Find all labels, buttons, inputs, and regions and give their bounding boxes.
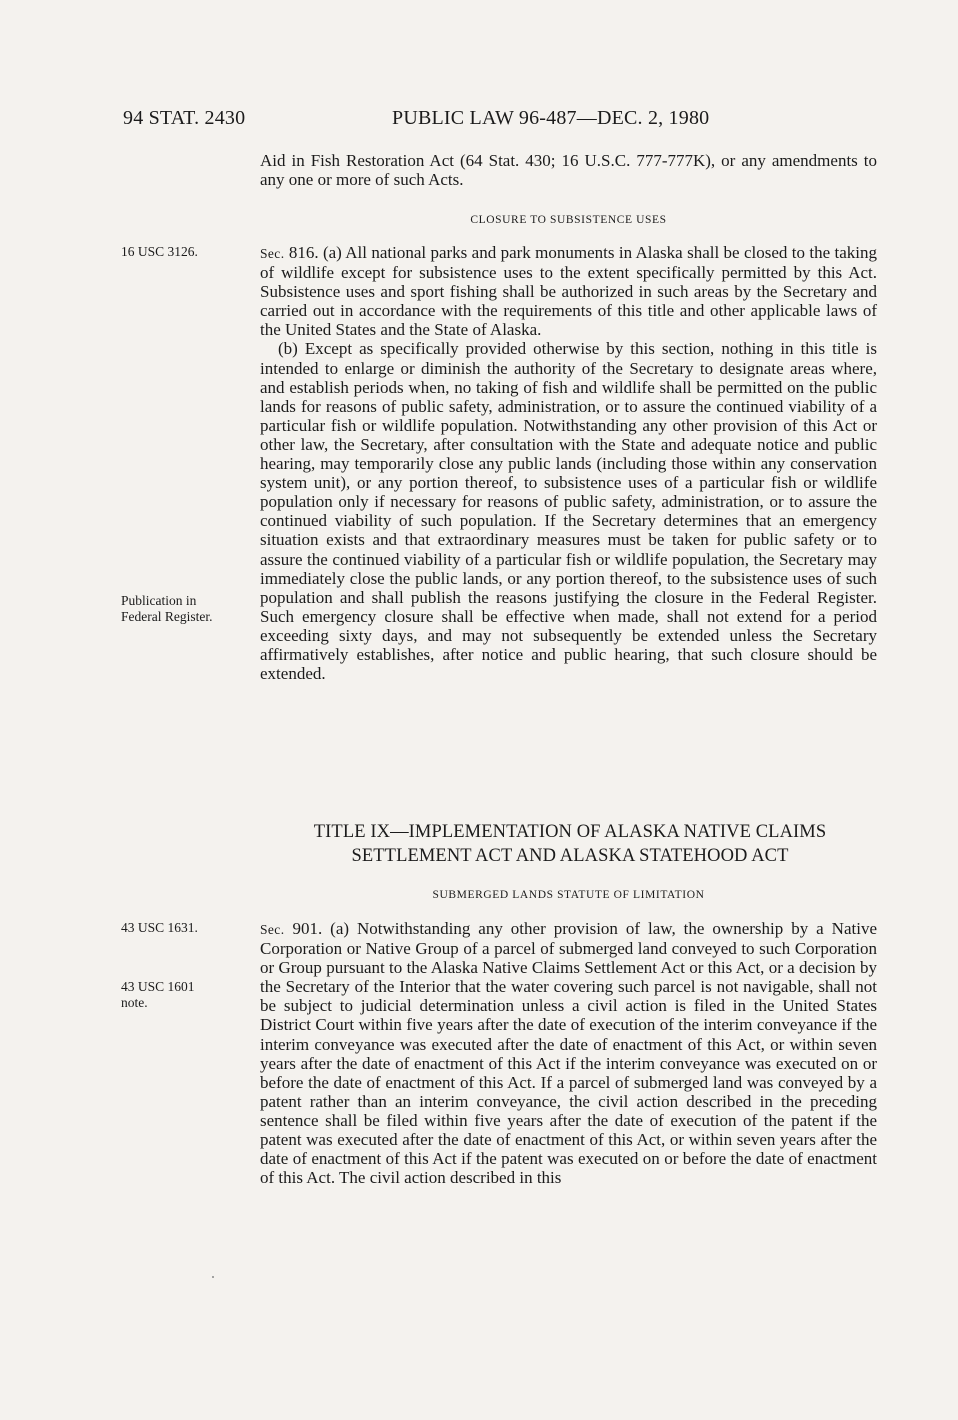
section-901 (260, 919, 877, 1187)
section-901-a (260, 919, 877, 1187)
intro-text: Aid in Fish Restoration Act (64 Stat. 430; 16 U.S.C. 777-777K), or any amendments to any one or more of such Acts. (260, 151, 877, 190)
section-816-b: (b) Except as specifically provided otherwise by this section, nothing in this title is intended to enlarge or diminish the authority of the Secretary to designate areas where, and establish periods when, no taking of fish and wildlife shall be permitted on the public lands for reasons of public safety, administration, or to assure the continued viability of a particular fish or wildlife population. Notwithstanding any other provision of this Act or other law, the Secretary, after consultation with the State and adequate notice and public hearing, may temporarily close any public lands (including those within any conservation system unit), or any portion thereof, to subsistence uses of a particular fish or wildlife population only if necessary for reasons of public safety, administration, or to assure the continued viability of such population. If the Secretary determines that an emergency situation exists and that extraordinary measures must be taken for public safety or to assure the continued viability of a particular fish or wildlife population, the Secretary may immediately close the public lands, or any portion thereof, to the subsistence uses of such population and shall publish the reasons justifying the closure in the Federal Register. Such emergency closure shall be effective when made, shall not extend for a period exceeding sixty days, and may not subsequently be extended unless the Secretary affirmatively establishes, after notice and public hearing, that such closure should be extended. (260, 339, 877, 684)
title-ix-heading (240, 820, 900, 868)
sec-label: Sec. (260, 246, 285, 261)
margin-note-publication: Publication in Federal Register. (121, 593, 213, 624)
margin-note-43-usc-1631: 43 USC 1631. (121, 920, 198, 935)
section-901-a-text: 901. (a) Notwithstanding any other provision of law, the ownership by a Native Corporation or Native Group of a parcel of submerged land conveyed to such Corporation or Group pursuant to the Alaska Native Claims Settlement Act or this Act, or a decision by the Secretary of the Interior that the water covering such parcel is not navigable, shall not be subject to judicial determination unless a civil action is filed in the United States District Court within five years after the date of execution of the interim conveyance if the interim conveyance was executed after the date of enactment of this Act, or within seven years after the date of enactment of this Act if the interim conveyance was executed on or before the date of enactment of this Act. If a parcel of submerged land was conveyed by a patent rather than an interim conveyance, the civil action described in the preceding sentence shall be filed within five years after the date of execution of the patent if the patent was executed after the date of enactment of this Act, or within seven years after the date of enactment of this Act if the patent was executed on or before the date of enactment of this Act. The civil action described in this (260, 919, 877, 1188)
sec-label: Sec. (260, 922, 285, 937)
section-heading-submerged: SUBMERGED LANDS STATUTE OF LIMITATION (432, 889, 705, 901)
intro-paragraph (260, 151, 877, 189)
section-heading-closure: CLOSURE TO SUBSISTENCE USES (470, 214, 667, 226)
title-ix-line1: TITLE IX—IMPLEMENTATION OF ALASKA NATIVE CLAIMS (313, 822, 827, 842)
speck (212, 1276, 214, 1278)
section-816-a (260, 243, 877, 339)
margin-note-16-usc-3126: 16 USC 3126. (121, 244, 198, 259)
statute-citation: 94 STAT. 2430 (123, 107, 246, 129)
margin-note-43-usc-1601: 43 USC 1601 note. (121, 979, 195, 1010)
section-816 (260, 243, 877, 683)
title-ix-line2: SETTLEMENT ACT AND ALASKA STATEHOOD ACT (351, 846, 789, 866)
public-law-header: PUBLIC LAW 96-487—DEC. 2, 1980 (392, 107, 710, 129)
section-816-a-text: 816. (a) All national parks and park monuments in Alaska shall be closed to the taking of wildlife except for subsistence uses to the extent specifically permitted by this Act. Subsistence uses and sport fishing shall be authorized in such areas by the Secretary and carried out in accordance with the requirements of this title and other applicable laws of the United States and the State of Alaska. (260, 243, 877, 340)
